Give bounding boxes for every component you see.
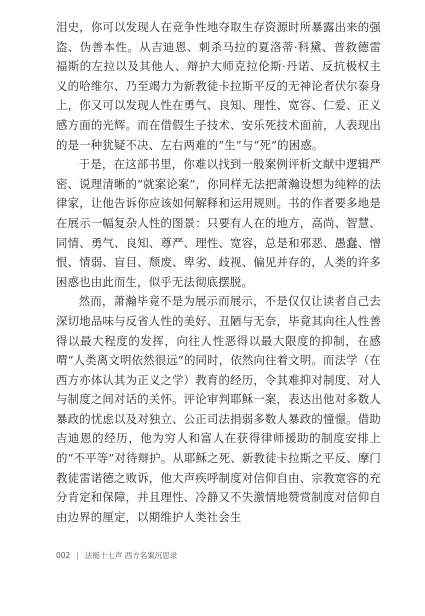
paragraph-2: 于是，在这部书里，你难以找到一般案例评析文献中逻辑严密、说理清晰的“就案论案”，你同样无法把萧瀚设想为纯粹的法律家，让他告诉你应该如何解释和运用规则。书的作者要多地是在展示一幅复杂人性的图景：只要有人在的地方，高尚、智慧、同情、勇气、良知、尊严、理性、宽容，总是和邪恶、愚蠢、憎恨、情弱、盲目、颓废、卑劣、歧视、偏见并存的，人类的许多困惑也由此而生，似乎无法彻底摆脱。 xyxy=(56,157,381,289)
running-title: 法槌十七声 西方名案沉思录 xyxy=(84,551,178,560)
paragraph-1: 泪史，你可以发现人在竞争性地夺取生存资源时所暴露出来的强盗、伪善本性。从吉迪恩、刺杀马拉的夏洛蒂·科黛、普救德雷福斯的左拉以及其他人、辩护大师克拉伦斯·丹诺、反抗极权主义的哈维尔、乃至竭力为新教徒卡拉斯平反的无神论者伏尔泰身上，你又可以发现人性在勇气、良知、理性、宽容、仁爱、正义感方面的光辉。而在借假生子技术、安乐死技术面前，人表现出的是一种犹疑不决、左右两难的“生”与“死”的困惑。 xyxy=(56,20,381,152)
page-number: 002 xyxy=(56,551,71,560)
body-text xyxy=(56,18,381,527)
page-footer xyxy=(56,550,177,561)
paragraph-3: 然而，萧瀚毕竟不是为展示而展示，不是仅仅让读者自己去深切地品味与反省人性的美好、丑陋与无奈，毕竟其向往人性善得以最大程度的发挥，向往人性恶得以最大限度的抑制，在感喟“人类离文明依然很远”的同时，依然向往着文明。而法学（在西方亦体认其为正义之学）教育的经历，令其难抑对制度、对人与制度之间对话的关怀。评论审判耶稣一案，表达出他对多数人暴政的忧虑以及对独立、公正司法捐弱多数人暴政的憧憬。借助吉迪恩的经历，他为穷人和富人在获得律师援助的制度安排上的“不平等”对待辩护。从耶稣之死、新教徒卡拉斯之平反、摩门教徒雷诺德之败诉，他大声疾呼制度对信仰自由、宗教宽容的充分肯定和保障，并且理性、冷静又不失激情地赞赏制度对信仰自由边界的厘定，以期维护人类社会生 xyxy=(56,294,381,524)
footer-separator: | xyxy=(76,551,79,560)
